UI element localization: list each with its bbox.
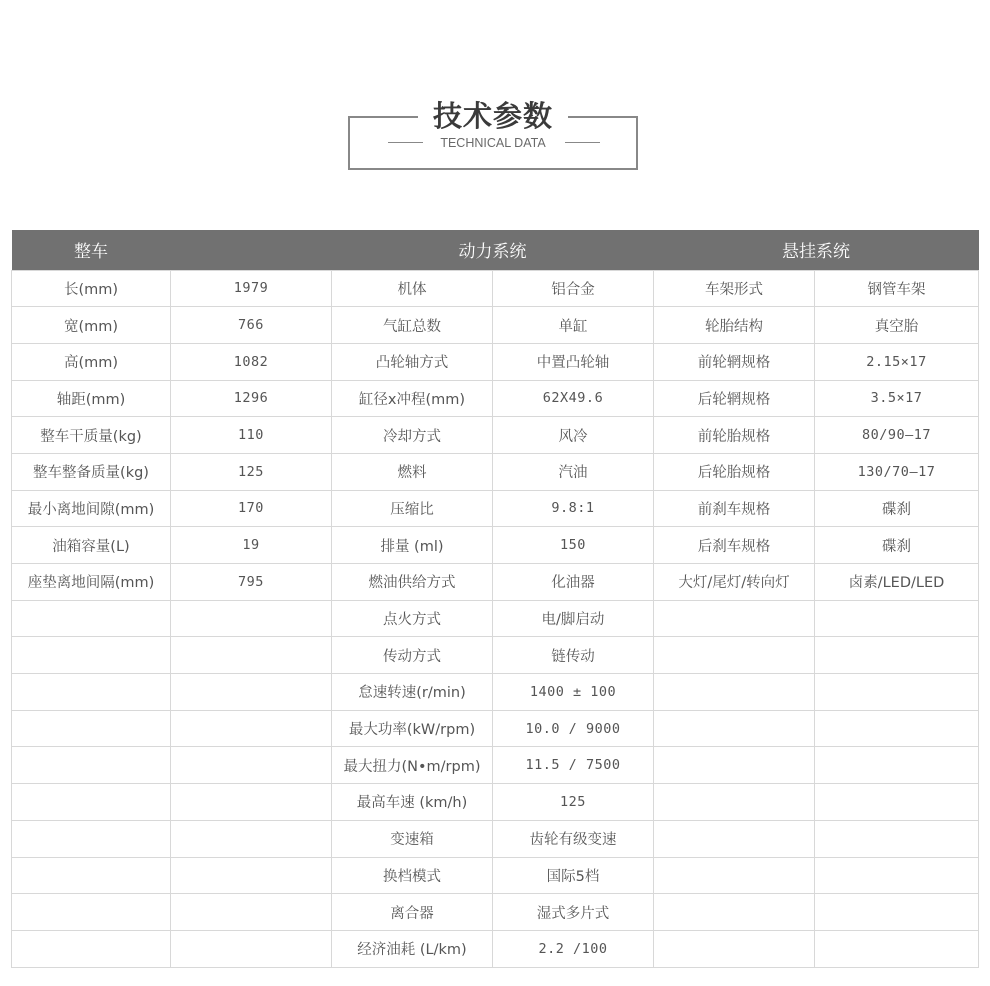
cell-power-label: 燃料: [332, 453, 493, 490]
cell-power-label: 气缸总数: [332, 307, 493, 344]
cell-suspension-label: [654, 784, 815, 821]
table-row: [12, 380, 979, 417]
cell-suspension-value: [815, 637, 979, 674]
cell-vehicle-label: [12, 930, 171, 967]
cell-power-label: 压缩比: [332, 490, 493, 527]
table-row: [12, 747, 979, 784]
cell-suspension-value: [815, 674, 979, 711]
cell-power-label: 燃油供给方式: [332, 564, 493, 601]
cell-suspension-label: 车架形式: [654, 270, 815, 307]
cell-power-value: 11.5 / 7500: [493, 747, 654, 784]
cell-suspension-value: 碟刹: [815, 490, 979, 527]
table-row: [12, 417, 979, 454]
cell-power-label: 排量 (ml): [332, 527, 493, 564]
cell-vehicle-label: 最小离地间隙(mm): [12, 490, 171, 527]
cell-power-label: 传动方式: [332, 637, 493, 674]
cell-power-value: 齿轮有级变速: [493, 820, 654, 857]
cell-power-label: 变速箱: [332, 820, 493, 857]
cell-power-value: 125: [493, 784, 654, 821]
cell-suspension-label: 后轮胎规格: [654, 453, 815, 490]
cell-power-label: 经济油耗 (L/km): [332, 930, 493, 967]
table-row: [12, 894, 979, 931]
table-row: [12, 857, 979, 894]
cell-vehicle-value: 1082: [171, 343, 332, 380]
cell-power-value: 风冷: [493, 417, 654, 454]
cell-suspension-value: [815, 710, 979, 747]
cell-power-value: 2.2 /100: [493, 930, 654, 967]
cell-suspension-value: 碟刹: [815, 527, 979, 564]
cell-vehicle-label: 油箱容量(L): [12, 527, 171, 564]
table-row: [12, 453, 979, 490]
cell-suspension-value: [815, 600, 979, 637]
cell-vehicle-value: [171, 674, 332, 711]
cell-vehicle-label: 座垫离地间隔(mm): [12, 564, 171, 601]
cell-power-value: 62X49.6: [493, 380, 654, 417]
cell-suspension-label: [654, 747, 815, 784]
cell-vehicle-value: [171, 784, 332, 821]
table-row: [12, 307, 979, 344]
header-power: 动力系统: [458, 242, 527, 263]
cell-suspension-value: [815, 857, 979, 894]
cell-power-value: 9.8:1: [493, 490, 654, 527]
cell-vehicle-label: [12, 600, 171, 637]
cell-vehicle-label: [12, 894, 171, 931]
cell-suspension-value: 80/90—17: [815, 417, 979, 454]
cell-power-label: 凸轮轴方式: [332, 343, 493, 380]
cell-suspension-value: 2.15×17: [815, 343, 979, 380]
cell-suspension-value: 钢管车架: [815, 270, 979, 307]
cell-suspension-label: 大灯/尾灯/转向灯: [654, 564, 815, 601]
table-row: [12, 930, 979, 967]
cell-suspension-value: [815, 894, 979, 931]
cell-power-label: 机体: [332, 270, 493, 307]
spec-table-body: [12, 270, 979, 967]
cell-vehicle-value: 170: [171, 490, 332, 527]
cell-power-value: 电/脚启动: [493, 600, 654, 637]
cell-power-label: 最大功率(kW/rpm): [332, 710, 493, 747]
cell-suspension-label: [654, 820, 815, 857]
cell-suspension-label: 后刹车规格: [654, 527, 815, 564]
cell-vehicle-label: [12, 747, 171, 784]
cell-vehicle-value: 766: [171, 307, 332, 344]
cell-vehicle-label: 宽(mm): [12, 307, 171, 344]
cell-suspension-label: [654, 857, 815, 894]
cell-power-value: 国际5档: [493, 857, 654, 894]
cell-suspension-label: 轮胎结构: [654, 307, 815, 344]
table-row: [12, 564, 979, 601]
cell-vehicle-label: [12, 710, 171, 747]
cell-power-label: 换档模式: [332, 857, 493, 894]
cell-power-label: 离合器: [332, 894, 493, 931]
cell-suspension-value: 卤素/LED/LED: [815, 564, 979, 601]
cell-vehicle-value: [171, 637, 332, 674]
cell-suspension-label: [654, 930, 815, 967]
cell-vehicle-value: [171, 747, 332, 784]
cell-power-value: 中置凸轮轴: [493, 343, 654, 380]
cell-vehicle-value: 795: [171, 564, 332, 601]
table-row: [12, 820, 979, 857]
cell-power-value: 链传动: [493, 637, 654, 674]
table-row: [12, 637, 979, 674]
table-row: [12, 674, 979, 711]
spec-table-header-row: [12, 230, 979, 270]
cell-power-value: 湿式多片式: [493, 894, 654, 931]
header-vehicle: 整车: [74, 242, 108, 263]
cell-suspension-label: 前轮胎规格: [654, 417, 815, 454]
page-title: 技术参数: [432, 99, 553, 133]
spec-table: [11, 230, 979, 968]
cell-suspension-value: [815, 820, 979, 857]
cell-vehicle-label: 高(mm): [12, 343, 171, 380]
cell-suspension-label: [654, 600, 815, 637]
cell-suspension-value: [815, 747, 979, 784]
page-subtitle: TECHNICAL DATA: [440, 136, 546, 150]
table-row: [12, 343, 979, 380]
cell-vehicle-value: [171, 930, 332, 967]
cell-suspension-value: [815, 784, 979, 821]
cell-power-value: 10.0 / 9000: [493, 710, 654, 747]
cell-power-label: 缸径x冲程(mm): [332, 380, 493, 417]
cell-suspension-label: [654, 894, 815, 931]
table-row: [12, 527, 979, 564]
cell-vehicle-value: 110: [171, 417, 332, 454]
cell-power-value: 铝合金: [493, 270, 654, 307]
cell-suspension-value: 真空胎: [815, 307, 979, 344]
table-row: [12, 270, 979, 307]
cell-vehicle-value: [171, 894, 332, 931]
cell-power-label: 冷却方式: [332, 417, 493, 454]
cell-vehicle-value: 1296: [171, 380, 332, 417]
cell-suspension-label: [654, 637, 815, 674]
cell-vehicle-value: 125: [171, 453, 332, 490]
cell-suspension-label: 后轮辋规格: [654, 380, 815, 417]
cell-vehicle-value: [171, 600, 332, 637]
header-suspension: 悬挂系统: [782, 242, 850, 263]
cell-suspension-label: [654, 710, 815, 747]
cell-vehicle-label: 轴距(mm): [12, 380, 171, 417]
cell-vehicle-label: [12, 674, 171, 711]
cell-suspension-label: [654, 674, 815, 711]
cell-suspension-value: 3.5×17: [815, 380, 979, 417]
cell-vehicle-value: 19: [171, 527, 332, 564]
cell-vehicle-label: 整车干质量(kg): [12, 417, 171, 454]
cell-power-value: 汽油: [493, 453, 654, 490]
cell-vehicle-label: 长(mm): [12, 270, 171, 307]
cell-suspension-label: 前刹车规格: [654, 490, 815, 527]
cell-suspension-value: 130/70—17: [815, 453, 979, 490]
cell-vehicle-label: [12, 857, 171, 894]
cell-power-label: 最大扭力(N•m/rpm): [332, 747, 493, 784]
cell-vehicle-label: [12, 784, 171, 821]
table-row: [12, 710, 979, 747]
cell-vehicle-value: [171, 820, 332, 857]
cell-suspension-value: [815, 930, 979, 967]
table-row: [12, 490, 979, 527]
cell-suspension-label: 前轮辋规格: [654, 343, 815, 380]
cell-power-label: 点火方式: [332, 600, 493, 637]
cell-power-value: 化油器: [493, 564, 654, 601]
table-row: [12, 600, 979, 637]
cell-vehicle-label: [12, 820, 171, 857]
cell-power-value: 单缸: [493, 307, 654, 344]
header-vehicle-spacer: [171, 230, 332, 270]
cell-vehicle-label: 整车整备质量(kg): [12, 453, 171, 490]
cell-vehicle-value: 1979: [171, 270, 332, 307]
cell-power-label: 怠速转速(r/min): [332, 674, 493, 711]
cell-power-label: 最高车速 (km/h): [332, 784, 493, 821]
cell-vehicle-value: [171, 710, 332, 747]
cell-power-value: 1400 ± 100: [493, 674, 654, 711]
table-row: [12, 784, 979, 821]
cell-power-value: 150: [493, 527, 654, 564]
cell-vehicle-value: [171, 857, 332, 894]
cell-vehicle-label: [12, 637, 171, 674]
spec-table-header: [12, 230, 979, 270]
